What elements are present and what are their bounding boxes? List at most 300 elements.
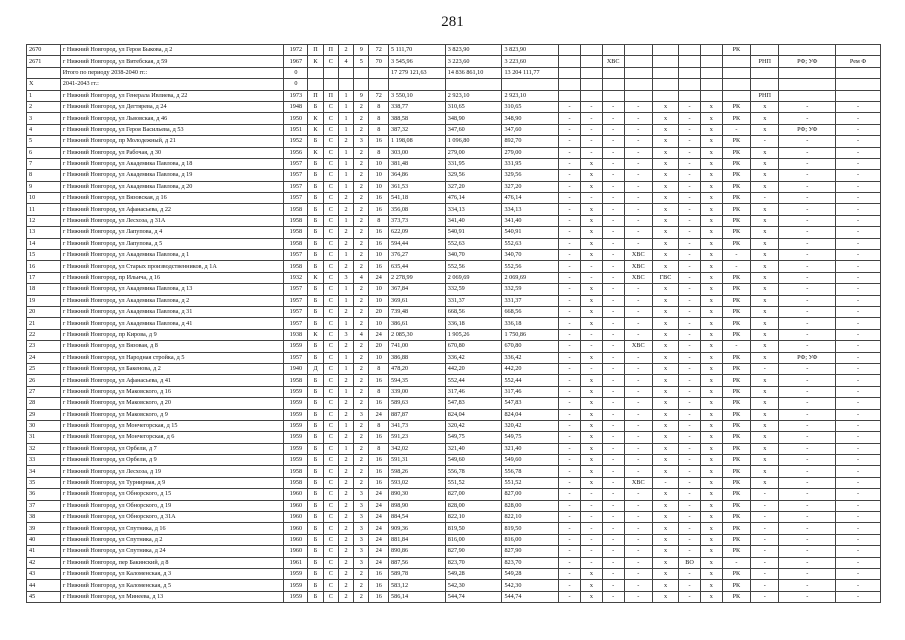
table-cell: РК [722, 329, 750, 340]
table-cell: 1959 [284, 386, 308, 397]
table-cell [369, 67, 389, 78]
table-cell: Б [308, 238, 323, 249]
table-cell: х [652, 250, 678, 261]
table-cell: 2 [354, 568, 369, 579]
table-cell: П [323, 90, 338, 101]
table-cell: С [323, 534, 338, 545]
table-cell: - [836, 523, 881, 534]
row-index-cell: 43 [27, 568, 61, 579]
row-index-cell: 23 [27, 341, 61, 352]
table-cell: х [652, 591, 678, 602]
table-cell: 1959 [284, 443, 308, 454]
table-cell: х [700, 591, 722, 602]
table-cell: - [602, 398, 624, 409]
table-cell: С [323, 512, 338, 523]
row-index-cell: 34 [27, 466, 61, 477]
table-cell: - [580, 272, 602, 283]
table-cell: РК [722, 352, 750, 363]
table-cell: - [624, 329, 652, 340]
table-row [27, 204, 881, 215]
table-cell: - [602, 466, 624, 477]
table-cell: 1957 [284, 181, 308, 192]
table-cell: х [580, 375, 602, 386]
table-cell: РК [722, 306, 750, 317]
table-cell: 327,20 [445, 181, 502, 192]
table-cell: 1 [338, 443, 353, 454]
table-row [27, 250, 881, 261]
table-cell: 819,50 [502, 523, 559, 534]
address-cell: г Нижний Новгород, ул Орбели, д 9 [60, 455, 284, 466]
table-cell: 823,70 [502, 557, 559, 568]
table-cell: 329,56 [502, 170, 559, 181]
table-cell: - [779, 193, 836, 204]
table-cell: С [323, 398, 338, 409]
table-cell: 16 [369, 261, 389, 272]
table-cell: 583,12 [389, 580, 446, 591]
table-cell: 347,60 [445, 124, 502, 135]
table-cell: х [751, 158, 779, 169]
table-cell: х [700, 238, 722, 249]
table-row [27, 79, 881, 90]
table-cell: Б [308, 580, 323, 591]
table-cell [836, 79, 881, 90]
table-cell: х [652, 466, 678, 477]
table-cell: х [700, 101, 722, 112]
table-cell: 1 [338, 124, 353, 135]
table-cell: - [624, 580, 652, 591]
row-index-cell: 15 [27, 250, 61, 261]
table-row [27, 227, 881, 238]
table-cell: х [580, 250, 602, 261]
table-cell: - [602, 306, 624, 317]
table-cell: 2 [338, 375, 353, 386]
table-cell: - [679, 295, 701, 306]
table-cell: К [308, 272, 323, 283]
table-cell: - [679, 443, 701, 454]
table-cell: 635,44 [389, 261, 446, 272]
address-cell: г Нижний Новгород, пр Ильича, д 16 [60, 272, 284, 283]
table-cell: х [700, 284, 722, 295]
table-cell: К [308, 56, 323, 67]
table-cell: - [679, 523, 701, 534]
table-cell: - [679, 500, 701, 511]
table-cell: - [679, 250, 701, 261]
table-cell: 8 [369, 124, 389, 135]
table-cell: х [580, 398, 602, 409]
table-cell: х [652, 124, 678, 135]
table-cell: 1 [338, 352, 353, 363]
table-cell [559, 90, 581, 101]
table-cell: - [559, 170, 581, 181]
table-cell: - [779, 489, 836, 500]
table-row [27, 56, 881, 67]
table-cell: Б [308, 158, 323, 169]
table-cell: 542,30 [445, 580, 502, 591]
table-cell: х [652, 432, 678, 443]
table-cell: 2 [338, 523, 353, 534]
table-cell: 668,56 [502, 306, 559, 317]
table-cell: - [679, 591, 701, 602]
table-cell: 827,00 [445, 489, 502, 500]
table-cell: х [652, 306, 678, 317]
table-cell: - [751, 580, 779, 591]
table-cell: 72 [369, 90, 389, 101]
table-cell: 2 [354, 306, 369, 317]
table-cell: - [602, 227, 624, 238]
row-index-cell: 5 [27, 136, 61, 147]
table-cell: С [323, 455, 338, 466]
table-cell: - [559, 580, 581, 591]
table-cell: - [679, 215, 701, 226]
table-cell: 24 [369, 557, 389, 568]
table-cell: РК [722, 580, 750, 591]
table-cell: - [751, 534, 779, 545]
table-cell: 336,18 [445, 318, 502, 329]
table-row [27, 147, 881, 158]
table-cell: - [602, 341, 624, 352]
table-cell: - [751, 136, 779, 147]
row-index-cell: 38 [27, 512, 61, 523]
table-cell: РК [722, 284, 750, 295]
table-cell: х [700, 250, 722, 261]
table-cell: х [652, 398, 678, 409]
table-cell: 549,28 [502, 568, 559, 579]
table-cell: - [602, 489, 624, 500]
table-cell: Б [308, 136, 323, 147]
table-cell: - [679, 272, 701, 283]
table-cell: 3 545,96 [389, 56, 446, 67]
table-cell: - [836, 557, 881, 568]
table-cell: - [602, 534, 624, 545]
table-cell: х [700, 193, 722, 204]
table-cell: 341,40 [502, 215, 559, 226]
table-cell: х [700, 398, 722, 409]
table-cell: х [751, 113, 779, 124]
row-index-cell: 16 [27, 261, 61, 272]
table-cell [679, 79, 701, 90]
row-index-cell: 3 [27, 113, 61, 124]
table-cell: 3 [354, 500, 369, 511]
table-cell: - [602, 500, 624, 511]
table-cell: 1 [338, 215, 353, 226]
table-cell: 2 [338, 489, 353, 500]
table-cell: х [751, 181, 779, 192]
table-cell [580, 79, 602, 90]
table-cell: Б [308, 101, 323, 112]
table-cell: - [836, 398, 881, 409]
table-cell: С [323, 420, 338, 431]
table-cell: - [559, 272, 581, 283]
table-cell: - [679, 534, 701, 545]
table-cell: 1972 [284, 45, 308, 56]
table-cell: - [779, 500, 836, 511]
table-cell: х [751, 386, 779, 397]
table-cell: х [652, 238, 678, 249]
table-cell: - [679, 341, 701, 352]
table-cell: - [559, 523, 581, 534]
table-cell: 2 [354, 261, 369, 272]
table-cell [354, 79, 369, 90]
table-cell: х [652, 113, 678, 124]
table-cell: - [679, 193, 701, 204]
table-cell: 2 [354, 352, 369, 363]
table-cell: РК [722, 512, 750, 523]
table-cell: - [679, 568, 701, 579]
table-cell: - [836, 443, 881, 454]
table-cell: 1958 [284, 261, 308, 272]
table-cell: 1 198,08 [389, 136, 446, 147]
table-cell: Б [308, 284, 323, 295]
row-index-cell: 44 [27, 580, 61, 591]
table-cell: 1 [338, 147, 353, 158]
row-index-cell: 29 [27, 409, 61, 420]
row-index-cell: 24 [27, 352, 61, 363]
table-cell: - [624, 500, 652, 511]
table-cell: РК [722, 238, 750, 249]
table-cell: х [700, 261, 722, 272]
row-index-cell: 41 [27, 546, 61, 557]
table-cell: С [323, 193, 338, 204]
table-cell: 1959 [284, 580, 308, 591]
table-cell: х [751, 466, 779, 477]
table-cell: 16 [369, 398, 389, 409]
table-cell: - [624, 534, 652, 545]
table-cell: - [722, 341, 750, 352]
table-row [27, 398, 881, 409]
table-cell: - [779, 261, 836, 272]
table-cell: С [323, 56, 338, 67]
table-cell: - [580, 193, 602, 204]
table-cell: - [679, 546, 701, 557]
table-cell: - [559, 512, 581, 523]
table-row [27, 67, 881, 78]
table-cell: - [836, 250, 881, 261]
table-cell: - [679, 466, 701, 477]
table-cell: 828,00 [502, 500, 559, 511]
table-cell: 827,90 [502, 546, 559, 557]
table-cell: х [580, 158, 602, 169]
table-cell: Б [308, 500, 323, 511]
table-cell: 552,63 [445, 238, 502, 249]
address-cell: г Нижний Новгород, ул Минеева, д 13 [60, 591, 284, 602]
table-cell: 2 [354, 432, 369, 443]
table-cell: - [779, 591, 836, 602]
table-cell: 478,20 [389, 363, 446, 374]
table-cell [779, 45, 836, 56]
table-cell: 541,18 [389, 193, 446, 204]
table-cell [652, 45, 678, 56]
table-cell [679, 45, 701, 56]
table-cell: 16 [369, 455, 389, 466]
address-cell: г Нижний Новгород, ул Каломенская, д 3 [60, 568, 284, 579]
table-cell: х [580, 227, 602, 238]
table-cell: - [602, 375, 624, 386]
table-cell [502, 79, 559, 90]
table-cell: - [836, 295, 881, 306]
table-cell: - [602, 284, 624, 295]
table-cell: РК [722, 113, 750, 124]
table-row [27, 272, 881, 283]
table-cell: 909,36 [389, 523, 446, 534]
table-cell: - [836, 455, 881, 466]
table-cell: 1 [338, 363, 353, 374]
table-cell: 1959 [284, 409, 308, 420]
table-cell: - [751, 546, 779, 557]
table-cell: - [751, 523, 779, 534]
table-cell: С [323, 181, 338, 192]
table-cell: - [602, 272, 624, 283]
table-cell: - [779, 534, 836, 545]
table-cell: - [602, 512, 624, 523]
table-cell [580, 56, 602, 67]
table-cell: х [700, 181, 722, 192]
table-cell: - [559, 284, 581, 295]
table-cell [338, 67, 353, 78]
table-row [27, 193, 881, 204]
table-cell: 24 [369, 500, 389, 511]
table-cell: - [779, 329, 836, 340]
table-cell: - [679, 352, 701, 363]
table-cell: 3 [354, 534, 369, 545]
table-cell: - [602, 523, 624, 534]
table-cell: - [679, 489, 701, 500]
table-cell: С [323, 261, 338, 272]
table-cell: 16 [369, 568, 389, 579]
table-cell: 591,23 [389, 432, 446, 443]
table-cell: - [779, 101, 836, 112]
table-cell: 321,40 [502, 443, 559, 454]
table-cell: х [751, 227, 779, 238]
row-index-cell: 27 [27, 386, 61, 397]
address-cell: г Нижний Новгород, ул Витебская, д 59 [60, 56, 284, 67]
table-cell: - [836, 363, 881, 374]
table-cell: - [751, 363, 779, 374]
table-cell: К [308, 147, 323, 158]
table-cell: - [559, 147, 581, 158]
table-cell [624, 45, 652, 56]
table-cell: - [624, 489, 652, 500]
table-cell: - [836, 477, 881, 488]
table-cell: - [559, 113, 581, 124]
table-cell: 331,95 [502, 158, 559, 169]
table-cell: 4 [354, 329, 369, 340]
table-cell: 589,63 [389, 398, 446, 409]
table-cell: - [624, 318, 652, 329]
table-cell: - [559, 158, 581, 169]
table-cell: - [836, 352, 881, 363]
table-cell: 2 [338, 409, 353, 420]
table-cell: 2 [354, 375, 369, 386]
table-cell: 2 [354, 113, 369, 124]
table-cell: 1959 [284, 432, 308, 443]
table-cell: - [836, 238, 881, 249]
table-cell: 1 [338, 295, 353, 306]
table-cell: - [679, 432, 701, 443]
table-cell: х [652, 193, 678, 204]
table-cell: 3 823,90 [502, 45, 559, 56]
table-cell: - [602, 113, 624, 124]
address-cell: г Нижний Новгород, ул Академика Павлова, д 31 [60, 306, 284, 317]
table-cell: - [580, 546, 602, 557]
table-cell: х [700, 295, 722, 306]
table-cell: 24 [369, 546, 389, 557]
table-cell: 887,87 [389, 409, 446, 420]
table-cell: РК [722, 227, 750, 238]
table-cell: Б [308, 193, 323, 204]
table-cell: х [751, 455, 779, 466]
table-cell: х [751, 261, 779, 272]
table-cell: 3 823,90 [445, 45, 502, 56]
table-cell: 884,54 [389, 512, 446, 523]
table-cell [751, 79, 779, 90]
table-cell: РК [722, 204, 750, 215]
table-cell: - [559, 193, 581, 204]
table-cell: С [323, 295, 338, 306]
table-cell: 898,90 [389, 500, 446, 511]
table-cell [602, 45, 624, 56]
table-cell: - [580, 523, 602, 534]
table-cell: 824,04 [502, 409, 559, 420]
table-cell: 816,00 [445, 534, 502, 545]
table-cell: Б [308, 443, 323, 454]
row-index-cell: 39 [27, 523, 61, 534]
table-cell: 1 [338, 420, 353, 431]
table-row [27, 568, 881, 579]
table-cell: - [559, 477, 581, 488]
row-index-cell: 28 [27, 398, 61, 409]
table-cell: Б [308, 568, 323, 579]
table-cell: х [700, 386, 722, 397]
table-cell: х [652, 158, 678, 169]
table-cell: х [751, 295, 779, 306]
table-cell: х [700, 170, 722, 181]
table-cell: - [602, 193, 624, 204]
table-cell: Д [308, 363, 323, 374]
table-cell: 1 905,26 [445, 329, 502, 340]
table-cell: ВО [679, 557, 701, 568]
table-cell: 16 [369, 375, 389, 386]
table-cell [722, 90, 750, 101]
table-cell: - [836, 420, 881, 431]
row-index-cell: X [27, 79, 61, 90]
table-cell: - [751, 489, 779, 500]
table-row [27, 580, 881, 591]
table-cell: - [624, 512, 652, 523]
table-cell: С [323, 158, 338, 169]
row-index-cell: 13 [27, 227, 61, 238]
table-cell: - [624, 375, 652, 386]
table-cell: С [323, 227, 338, 238]
table-cell: х [580, 295, 602, 306]
table-row [27, 170, 881, 181]
table-cell: С [323, 215, 338, 226]
table-cell: 2 [338, 341, 353, 352]
table-cell: 10 [369, 352, 389, 363]
table-cell [338, 79, 353, 90]
table-cell: 2 085,30 [389, 329, 446, 340]
table-cell: 1958 [284, 227, 308, 238]
table-cell: - [559, 546, 581, 557]
table-cell: РК [722, 295, 750, 306]
table-cell: С [323, 500, 338, 511]
table-cell: Б [308, 261, 323, 272]
table-cell: С [323, 238, 338, 249]
table-cell: - [624, 158, 652, 169]
table-cell: х [580, 580, 602, 591]
table-cell: Б [308, 170, 323, 181]
row-index-cell: 17 [27, 272, 61, 283]
table-cell: 16 [369, 193, 389, 204]
